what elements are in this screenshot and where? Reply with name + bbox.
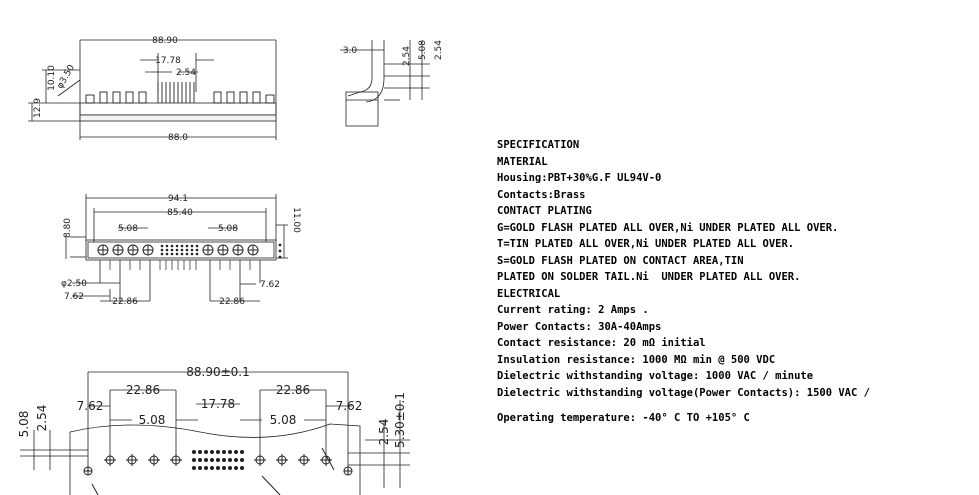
spec-line: Contacts:Brass — [497, 188, 586, 201]
dim-label: 2.54 — [377, 418, 391, 446]
spec-line: Insulation resistance: 1000 MΩ min @ 500 VDC — [497, 353, 776, 366]
dim-label: 22.86 — [275, 383, 311, 397]
spec-line: G=GOLD FLASH PLATED ALL OVER,Ni UNDER PLATED ALL OVER. — [497, 221, 839, 234]
dim-label: 85.40 — [167, 208, 193, 218]
side-view-drawing — [28, 40, 276, 140]
specification-block — [497, 137, 897, 427]
spec-line: Current rating: 2 Amps . — [497, 304, 649, 316]
spacer — [497, 401, 897, 410]
dim-label: 5.08 — [17, 410, 31, 438]
dim-label: φ2.50 — [61, 279, 87, 289]
dim-label: 2.54 — [175, 68, 197, 78]
dim-label: φ3.50 — [55, 63, 78, 91]
spec-line: S=GOLD FLASH PLATED ON CONTACT AREA,TIN — [497, 254, 744, 267]
dim-label: 7.62 — [76, 399, 104, 413]
spec-line: Operating temperature: -40° C TO +105° C — [497, 412, 750, 424]
dim-label: 22.86 — [125, 383, 161, 397]
dim-label: 88.90 — [152, 36, 178, 46]
dim-label: 2.54 — [434, 39, 444, 61]
dim-label: 3.0 — [342, 46, 358, 56]
dim-label: 22.86 — [219, 297, 245, 307]
dim-label: 12.9 — [33, 97, 43, 119]
dim-label: 7.62 — [259, 280, 281, 290]
spec-line: Dielectric withstanding voltage(Power Contacts): 1500 VAC / — [497, 386, 870, 399]
dim-label: 94.1 — [167, 194, 189, 204]
spec-line: Power Contacts: 30A-40Amps — [497, 320, 662, 333]
spec-line: Contact resistance: 20 mΩ initial — [497, 337, 706, 349]
spec-line: ELECTRICAL — [497, 287, 561, 300]
dim-label: 22.86 — [112, 297, 138, 307]
dim-label: 7.62 — [335, 399, 363, 413]
dim-label: 5.08 — [269, 413, 297, 427]
dim-label: 7.62 — [63, 292, 85, 302]
spec-line: CONTACT PLATING — [497, 205, 592, 217]
dim-label: 17.78 — [155, 56, 181, 66]
spec-line: Housing:PBT+30%G.F UL94V-0 — [497, 172, 662, 184]
dim-label: 5.08 — [418, 39, 428, 61]
dim-label: 88.90±0.1 — [186, 365, 250, 379]
dim-label: 5.08 — [117, 224, 139, 234]
dim-label: 5.08 — [217, 224, 239, 234]
dim-label: 88.0 — [167, 133, 189, 143]
dim-label: 5.30±0.1 — [393, 392, 407, 448]
spec-line: SPECIFICATION — [497, 139, 580, 151]
dim-label: 11.00 — [291, 207, 301, 233]
dim-label: 2.54 — [402, 45, 412, 67]
spec-line: MATERIAL — [497, 155, 548, 168]
dim-label: 5.08 — [138, 413, 166, 427]
dim-label: 10.10 — [47, 65, 57, 91]
spec-line: PLATED ON SOLDER TAIL.Ni UNDER PLATED ALL OVER. — [497, 271, 801, 283]
dim-label: 17.78 — [200, 397, 236, 411]
dim-label: 8.80 — [63, 217, 73, 239]
spec-line: T=TIN PLATED ALL OVER,Ni UNDER PLATED ALL OVER. — [497, 238, 795, 250]
pcb-layout-drawing — [20, 372, 410, 495]
spec-line: Dielectric withstanding voltage: 1000 VAC / minute — [497, 370, 814, 382]
dim-label: 2.54 — [35, 404, 49, 432]
